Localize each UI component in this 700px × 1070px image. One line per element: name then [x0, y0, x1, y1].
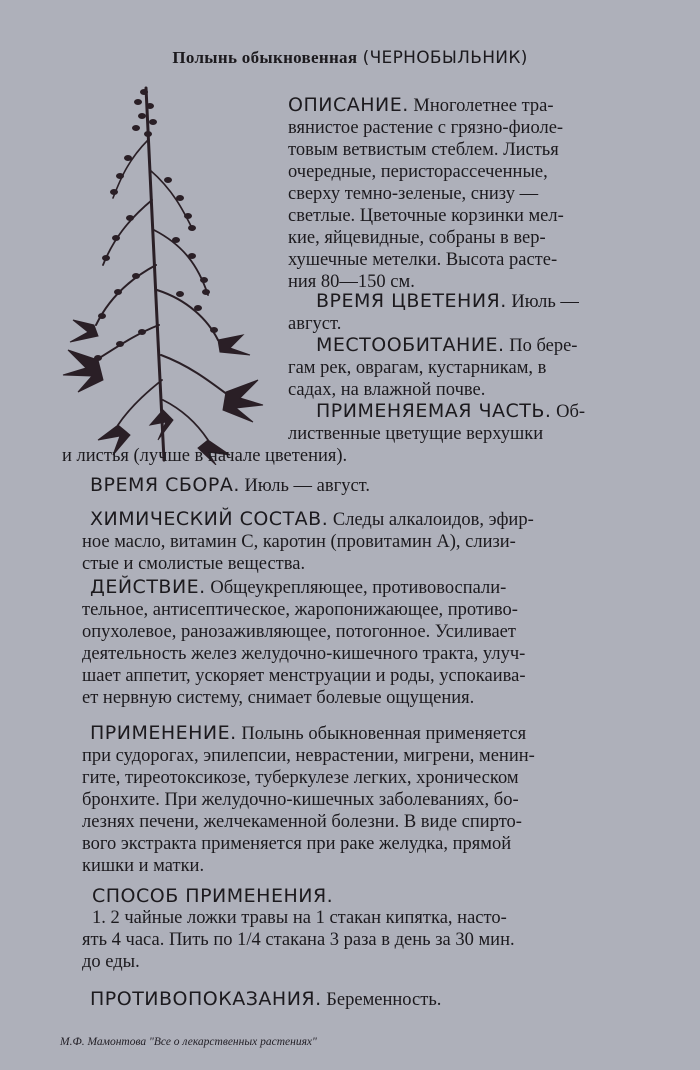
flower-head — [144, 131, 152, 137]
flower-head — [124, 155, 132, 161]
method-heading: СПОСОБ ПРИМЕНЕНИЯ. — [92, 885, 334, 907]
contraindications-heading: ПРОТИВОПОКАЗАНИЯ. — [90, 988, 322, 1010]
flower-head — [194, 305, 202, 311]
method-section: СПОСОБ ПРИМЕНЕНИЯ. 1. 2 чайные ложки травы на 1 стакан кипятка, насто- ять 4 часа. Пить по 1/4 стакана 3 раза в день за 30 мин. до еды. — [90, 885, 640, 973]
chemistry-heading: ХИМИЧЕСКИЙ СОСТАВ. — [90, 508, 329, 530]
description-heading: ОПИСАНИЕ. — [288, 94, 409, 116]
flower-head — [98, 313, 106, 319]
used-part-heading: ПРИМЕНЯЕМАЯ ЧАСТЬ. — [316, 400, 552, 422]
action-heading: ДЕЙСТВИЕ. — [90, 576, 206, 598]
flower-head — [102, 255, 110, 261]
flower-head — [184, 213, 192, 219]
flower-head — [132, 125, 140, 131]
flower-head — [146, 103, 154, 109]
flower-head — [116, 173, 124, 179]
flower-head — [132, 273, 140, 279]
flowering-heading: ВРЕМЯ ЦВЕТЕНИЯ. — [316, 290, 507, 312]
usage-section: ПРИМЕНЕНИЕ. Полынь обыкновенная применяется при судорогах, эпилепсии, неврастении, мигрени, менин- гите, тиреотоксикозе, туберкулезе легких, хроническом бронхите. При желудочно-кишечных заболеваниях, бо- лезнях печени, желчекаменной болезни. В виде спирто- вого экстракта применяется при раке желудка, прямой кишки и матки. — [82, 722, 535, 876]
collection-heading: ВРЕМЯ СБОРА. — [90, 474, 240, 496]
flower-head — [200, 277, 208, 283]
flower-head — [164, 177, 172, 183]
flower-head — [138, 113, 146, 119]
flower-head — [134, 99, 142, 105]
collection-section: ВРЕМЯ СБОРА. Июль — август. — [90, 474, 370, 496]
source-citation: М.Ф. Мамонтова "Все о лекарственных растениях" — [60, 1036, 317, 1048]
flower-head — [202, 289, 210, 295]
usage-heading: ПРИМЕНЕНИЕ. — [90, 722, 237, 744]
used-part-section: ПРИМЕНЯЕМАЯ ЧАСТЬ. Об- лиственные цветущие верхушки и листья (лучше в начале цветения). — [62, 400, 586, 466]
flower-head — [149, 119, 157, 125]
flowering-section: ВРЕМЯ ЦВЕТЕНИЯ. Июль — август. — [288, 290, 579, 334]
action-section: ДЕЙСТВИЕ. Общеукрепляющее, противовоспали- тельное, антисептическое, жаропонижающее, противо- опухолевое, ранозаживляющее, потогонное. Усиливает деятельность желез желудочно-кишечного тракта, улуч- шает аппетит, ускоряет менструации и роды, успокаива- ет нервную систему, снимает болевые ощущения. — [82, 576, 526, 708]
flower-head — [126, 215, 134, 221]
flower-head — [116, 341, 124, 347]
plant-name: Полынь обыкновенная — [172, 48, 358, 67]
flower-head — [114, 289, 122, 295]
flower-head — [172, 237, 180, 243]
contraindications-section: ПРОТИВОПОКАЗАНИЯ. Беременность. — [90, 988, 442, 1010]
habitat-heading: МЕСТООБИТАНИЕ. — [316, 334, 505, 356]
plant-alt-name: (ЧЕРНОБЫЛЬНИК) — [362, 48, 528, 68]
flower-head — [176, 195, 184, 201]
description-section: ОПИСАНИЕ. Многолетнее тра- вянистое растение с грязно-фиоле- товым ветвистым стеблем. Листья очередные, перисторассеченные, сверху темно-зеленые, снизу — светлые. Цветочные корзинки мел- кие, яйцевидные, собраны в вер- хушечные метелки. Высота расте- ния 80—150 см. — [288, 94, 564, 292]
flower-head — [210, 327, 218, 333]
habitat-section: МЕСТООБИТАНИЕ. По бере- гам рек, оврагам, кустарникам, в садах, на влажной почве. — [288, 334, 578, 400]
flower-head — [138, 329, 146, 335]
flower-head — [176, 291, 184, 297]
page-title — [0, 46, 700, 69]
chemistry-section: ХИМИЧЕСКИЙ СОСТАВ. Следы алкалоидов, эфир- ное масло, витамин С, каротин (провитамин А), слизи- стые и смолистые вещества. — [82, 508, 534, 574]
flower-head — [140, 89, 148, 95]
flower-head — [188, 225, 196, 231]
flower-head — [188, 253, 196, 259]
flower-head — [110, 189, 118, 195]
flower-head — [112, 235, 120, 241]
